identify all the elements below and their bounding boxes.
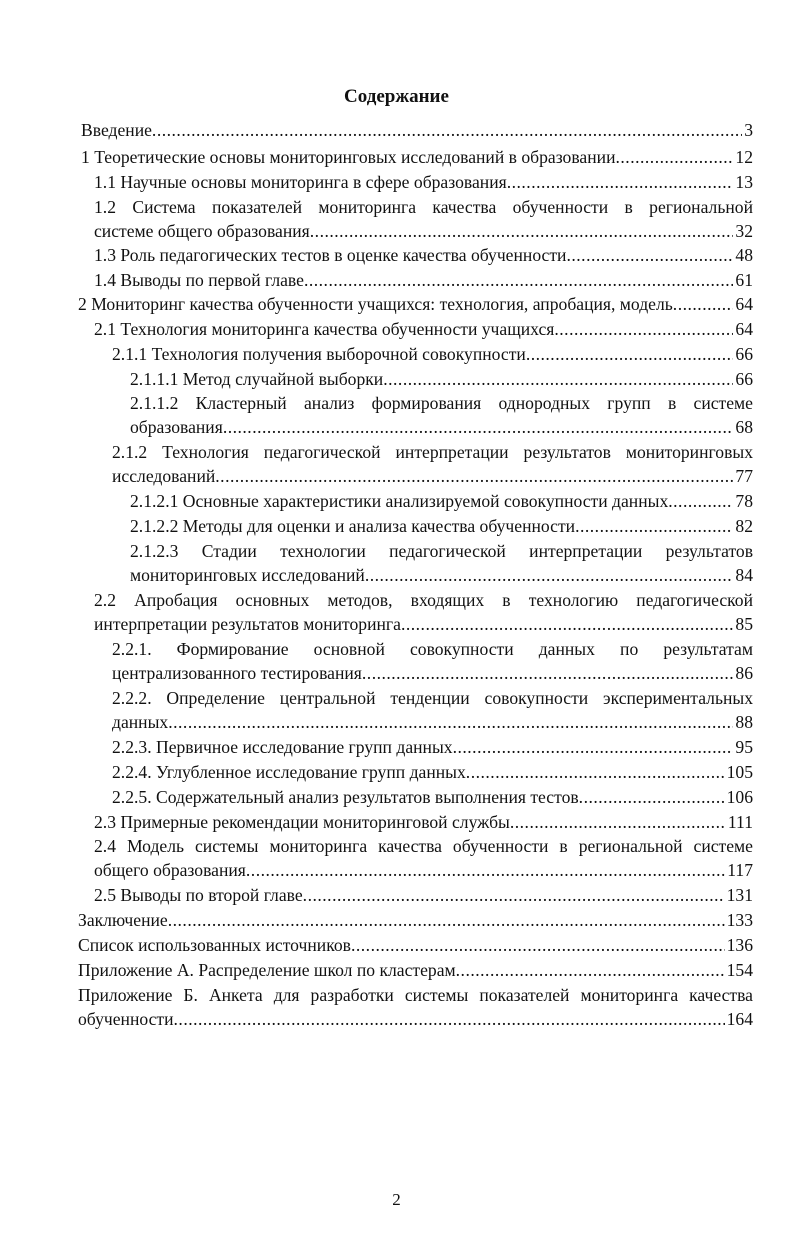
toc-entry[interactable] [130, 489, 753, 513]
toc-entry-title: 2.3 Примерные рекомендации мониторинговой службы [94, 812, 510, 832]
toc-entry-title: данных [112, 712, 169, 733]
toc-entry-title-first-line: 1.2 Система показателей мониторинга качества обученности в региональной [94, 197, 753, 217]
toc-entry-title: 2 Мониторинг качества обученности учащихся: технология, апробация, модель [78, 294, 673, 314]
toc-entry-title: системе общего образования [94, 221, 310, 242]
toc-entry-title: 2.5 Выводы по второй главе [94, 885, 303, 905]
toc-entry-title: Приложение А. Распределение школ по кластерам [78, 960, 456, 980]
toc-entry-page: 131 [726, 885, 753, 905]
toc-entry[interactable] [94, 268, 753, 292]
toc-entry-title-first-line: 2.4 Модель системы мониторинга качества обученности в региональной системе [94, 836, 753, 856]
toc-entry-title: централизованного тестирования [112, 663, 362, 684]
toc-entry[interactable] [130, 539, 753, 588]
toc-entry-page: 64 [735, 319, 753, 339]
page-title: Содержание [344, 86, 449, 107]
toc-entry-title-first-line: 2.2.2. Определение центральной тенденции совокупности экспериментальных [112, 688, 753, 708]
toc-entry-title: мониторинговых исследований [130, 565, 365, 586]
toc-entry[interactable] [130, 514, 753, 538]
toc-entry[interactable] [112, 686, 753, 735]
toc-entry[interactable] [94, 810, 753, 834]
toc-entry-page: 85 [735, 614, 753, 635]
toc-entry-title: 2.2.4. Углубленное исследование групп данных [112, 762, 466, 782]
toc-entry-page: 48 [735, 245, 753, 265]
toc-entry-title: 2.2.5. Содержательный анализ результатов выполнения тестов [112, 787, 579, 807]
toc-entry[interactable] [78, 292, 753, 316]
toc-entry[interactable] [112, 637, 753, 686]
page-number: 2 [392, 1190, 401, 1209]
toc-entry-page: 82 [735, 516, 753, 536]
toc-entry[interactable] [94, 317, 753, 341]
toc-entry-title: 2.1.1.1 Метод случайной выборки [130, 369, 384, 389]
toc-entry-page: 12 [735, 147, 753, 167]
toc-entry[interactable] [81, 145, 753, 169]
toc-entry[interactable] [78, 958, 753, 982]
toc-entry-page: 64 [735, 294, 753, 314]
toc-entry[interactable] [94, 883, 753, 907]
toc-entry[interactable] [112, 342, 753, 366]
toc-entry[interactable] [112, 785, 753, 809]
toc-entry-page: 117 [727, 860, 753, 881]
toc-entry-page: 86 [735, 663, 753, 684]
toc-entry-title-first-line: 2.2 Апробация основных методов, входящих в технологию педагогической [94, 590, 753, 610]
toc-entry-title: Список использованных источников [78, 935, 351, 955]
toc-entry-title: исследований [112, 466, 216, 487]
toc-entry-title: 1.3 Роль педагогических тестов в оценке качества обученности [94, 245, 567, 265]
toc-entry-title-first-line: 2.1.2.3 Стадии технологии педагогической интерпретации результатов [130, 541, 753, 561]
toc-entry[interactable] [78, 908, 753, 932]
toc-entry-title: Введение [81, 120, 152, 140]
toc-entry-title: 2.2.3. Первичное исследование групп данных [112, 737, 453, 757]
toc-entry-page: 111 [727, 812, 753, 832]
toc-entry-page: 88 [735, 712, 753, 733]
toc-entry-page: 68 [735, 417, 753, 438]
toc-entry-page: 66 [735, 369, 753, 389]
toc-entry-title-first-line: Приложение Б. Анкета для разработки системы показателей мониторинга качества [78, 985, 753, 1005]
toc-entry-page: 3 [744, 120, 753, 140]
toc-entry[interactable] [94, 195, 753, 244]
toc-entry[interactable] [94, 588, 753, 637]
toc-entry-title: общего образования [94, 860, 246, 881]
toc-entry[interactable] [81, 118, 753, 142]
toc-entry-title-first-line: 2.2.1. Формирование основной совокупности данных по результатам [112, 639, 753, 659]
toc-entry-page: 66 [735, 344, 753, 364]
toc-entry[interactable] [94, 243, 753, 267]
toc-entry[interactable] [94, 170, 753, 194]
toc-entry-page: 164 [726, 1009, 753, 1030]
toc-entry[interactable] [78, 933, 753, 957]
toc-entry-title: интерпретации результатов мониторинга [94, 614, 401, 635]
toc-entry-page: 106 [726, 787, 753, 807]
toc-entry[interactable] [112, 440, 753, 489]
toc-entry-page: 95 [735, 737, 753, 757]
toc-entry-page: 78 [735, 491, 753, 511]
toc-entry-title: обученности [78, 1009, 174, 1030]
toc-entry-title: 2.1.2.1 Основные характеристики анализируемой совокупности данных [130, 491, 669, 511]
toc-entry-page: 105 [726, 762, 753, 782]
toc-entry-page: 32 [735, 221, 753, 242]
toc-entry-page: 84 [735, 565, 753, 586]
toc-entry-page: 154 [726, 960, 753, 980]
toc-entry-title: 1 Теоретические основы мониторинговых исследований в образовании [81, 147, 616, 167]
toc-entry[interactable] [112, 760, 753, 784]
toc-entry-title: 2.1.1 Технология получения выборочной совокупности [112, 344, 526, 364]
toc-entry[interactable] [78, 983, 753, 1032]
toc-entry-page: 13 [735, 172, 753, 192]
toc-entry-title: 2.1.2.2 Методы для оценки и анализа качества обученности [130, 516, 576, 536]
toc-entry-title: Заключение [78, 910, 168, 930]
toc-entry-title: образования [130, 417, 223, 438]
toc-entry-title: 1.1 Научные основы мониторинга в сфере образования [94, 172, 507, 192]
toc-entry-page: 77 [735, 466, 753, 487]
toc-entry-page: 133 [726, 910, 753, 930]
toc-entry-title-first-line: 2.1.1.2 Кластерный анализ формирования однородных групп в системе [130, 393, 753, 413]
toc-entry-page: 136 [726, 935, 753, 955]
toc-entry-title: 2.1 Технология мониторинга качества обученности учащихся [94, 319, 555, 339]
toc-entry[interactable] [112, 735, 753, 759]
toc-entry[interactable] [130, 391, 753, 440]
toc-entry-page: 61 [735, 270, 753, 290]
toc-entry[interactable] [94, 834, 753, 883]
toc-entry[interactable] [130, 367, 753, 391]
toc-entry-title: 1.4 Выводы по первой главе [94, 270, 304, 290]
toc-entry-title-first-line: 2.1.2 Технология педагогической интерпретации результатов мониторинговых [112, 442, 753, 462]
